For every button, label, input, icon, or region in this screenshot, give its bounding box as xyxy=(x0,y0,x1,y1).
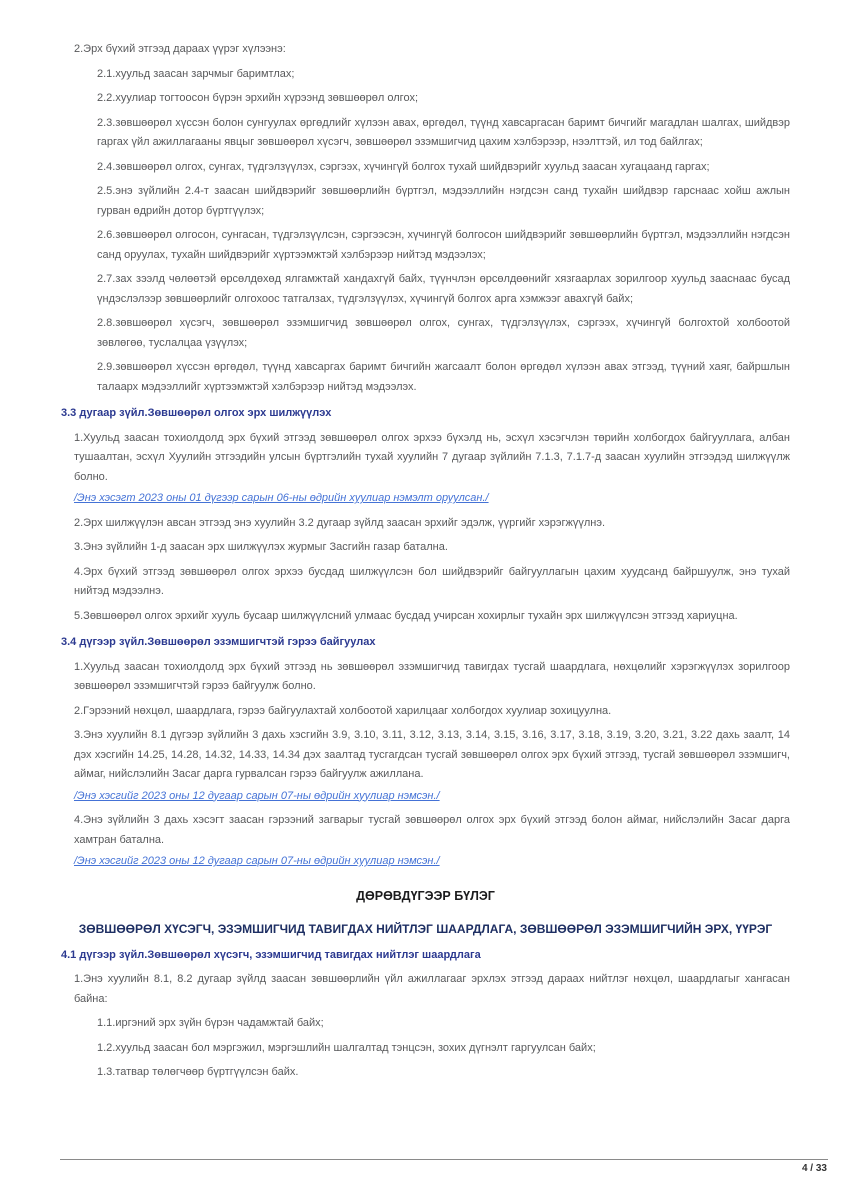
paragraph: 1.Хуульд заасан тохиолдолд эрх бүхий этгээд зөвшөөрөл олгох эрхээ бүхэлд нь, эсхүл хэсэгчлэн төрийн холбогдох байгууллага, албан тушаалтан, эсхүл Хуулийн этгээдийн улсын бүртгэлийн тухай хуулийн 7 дугаар зүйлийн 7.1.3, 7.1.7-д заасан хуулийн этгээдэд шилжүүлж болно. xyxy=(74,431,790,483)
list-item: 1.3.татвар төлөгчөөр бүртгүүлсэн байх. xyxy=(97,1066,299,1078)
footer-divider xyxy=(60,1159,828,1160)
paragraph: 2.Эрх шилжүүлэн авсан этгээд энэ хуулийн 3.2 дугаар зүйлд заасан эрхийг эдэлж, үүргийг хэрэгжүүлнэ. xyxy=(74,516,606,529)
paragraph: 4.Энэ зүйлийн 3 дахь хэсэгт заасан гэрээний загварыг тусгай зөвшөөрөл олгох эрх бүхий этгээд болон аймаг, нийслэлийн Засаг дарга хамтран батална. xyxy=(74,814,790,846)
list-item: 2.4.зөвшөөрөл олгох, сунгах, түдгэлзүүлэх, сэргээх, хүчингүй болгох тухай шийдвэрийг хуульд заасан хугацаанд гаргах; xyxy=(97,160,710,173)
list-item: 2.2.хуулиар тогтоосон бүрэн эрхийн хүрээнд зөвшөөрөл олгох; xyxy=(97,92,418,104)
list-item: 2.7.зах зээлд чөлөөтэй өрсөлдөхөд ялгамжтай хандахгүй байх, түүнчлэн өрсөлдөөнийг хязгаарлах зорилгоор хуульд зааснаас бусад үндэслэлээр зөвшөөрлийг олгохоос татгалзах, түдгэлзүүлэх, хүчингүй болгох арга хэмжээг авахгүй байх; xyxy=(97,273,790,305)
paragraph: 1.Хуульд заасан тохиолдолд эрх бүхий этгээд нь зөвшөөрөл эзэмшигчид тавигдах тусгай шаардлага, нөхцөлийг хэрэгжүүлэх зорилгоор зөвшөөрөл эзэмшигчтэй гэрээ байгуулж болно. xyxy=(74,660,790,692)
section-heading: 3.3 дугаар зүйл.Зөвшөөрөл олгох эрх шилжүүлэх xyxy=(61,407,332,419)
list-item: 2.3.зөвшөөрөл хүссэн болон сунгуулах өргөдлийг хүлээн авах, өргөдөл, түүнд хавсаргасан баримт бичгийг магадлан шалгах, шийдвэр гаргах үйл ажиллагааны явцыг зөвшөөрөл хүсэгч, зөвшөөрөл эзэмшигчид цахим хэлбэрээр, нээлттэй, ил тод байлгах; xyxy=(97,116,790,148)
list-item: 2.9.зөвшөөрөл хүссэн өргөдөл, түүнд хавсаргах баримт бичгийн жагсаалт болон өргөдөл хүлээн авах этгээд, түүний хаяг, байршлын талаарх мэдээллийг хүртээмжтэй хэлбэрээр нийтэд мэдээлэх. xyxy=(97,361,790,393)
chapter-title: ДӨРӨВДҮГЭЭР БҮЛЭГ xyxy=(356,888,495,903)
list-item: 2.5.энэ зүйлийн 2.4-т заасан шийдвэрийг зөвшөөрлийн бүртгэл, мэдээллийн нэгдсэн санд тухайн шийдвэр гарснаас хойш ажлын гурван өдрийн дотор бүртгүүлэх; xyxy=(97,185,790,217)
paragraph: 1.Энэ хуулийн 8.1, 8.2 дугаар зүйлд заасан зөвшөөрлийн үйл ажиллагааг эрхлэх этгээд дараах нийтлэг нөхцөл, шаардлагыг хангасан байна: xyxy=(74,973,790,1005)
chapter-subtitle: ЗӨВШӨӨРӨЛ ХҮСЭГЧ, ЭЗЭМШИГЧИД ТАВИГДАХ НИЙТЛЭГ ШААРДЛАГА, ЗӨВШӨӨРӨЛ ЭЗЭМШИГЧИЙН ЭРХ, ҮҮРЭГ xyxy=(78,921,773,936)
paragraph: 5.Зөвшөөрөл олгох эрхийг хууль бусаар шилжүүлсний улмаас бусдад учирсан хохирлыг тухайн эрх шилжүүлсэн этгээд хариуцна. xyxy=(74,609,738,622)
amendment-link[interactable]: /Энэ хэсгийг 2023 оны 12 дугаар сарын 07-ны өдрийн хуулиар нэмсэн./ xyxy=(74,789,440,802)
paragraph: 2.Эрх бүхий этгээд дараах үүрэг хүлээнэ: xyxy=(74,43,286,55)
amendment-link[interactable]: /Энэ хэсэгт 2023 оны 01 дүгээр сарын 06-ны өдрийн хуулиар нэмэлт оруулсан./ xyxy=(74,492,489,504)
list-item: 1.2.хуульд заасан бол мэргэжил, мэргэшлийн шалгалтад тэнцсэн, зохих дүгнэлт гаргуулсан байх; xyxy=(97,1041,596,1054)
document-body xyxy=(61,40,790,1088)
page-number: 4 / 33 xyxy=(801,1163,827,1174)
paragraph: 3.Энэ зүйлийн 1-д заасан эрх шилжүүлэх журмыг Засгийн газар батална. xyxy=(74,541,448,553)
paragraph: 4.Эрх бүхий этгээд зөвшөөрөл олгох эрхээ бусдад шилжүүлсэн бол шийдвэрийг байгууллагын цахим хуудсанд байршуулж, энэ тухай нийтэд мэдээлнэ. xyxy=(74,565,790,597)
list-item: 2.1.хуульд заасан зарчмыг баримтлах; xyxy=(97,67,295,80)
section-heading: 3.4 дүгээр зүйл.Зөвшөөрөл эзэмшигчтэй гэрээ байгуулах xyxy=(61,636,376,648)
paragraph: 2.Гэрээний нөхцөл, шаардлага, гэрээ байгуулахтай холбоотой харилцааг холбогдох хуулиар зохицуулна. xyxy=(74,704,612,717)
list-item: 1.1.иргэний эрх зүйн бүрэн чадамжтай байх; xyxy=(97,1017,324,1029)
list-item: 2.6.зөвшөөрөл олгосон, сунгасан, түдгэлзүүлсэн, сэргээсэн, хүчингүй болгосон шийдвэрийг зөвшөөрлийн бүртгэл, мэдээллийн нэгдсэн санд оруулах, тухайн шийдвэрийг хүртээмжтэй хэлбэрээр нийтэд мэдээлэх; xyxy=(97,229,790,261)
paragraph: 3.Энэ хуулийн 8.1 дүгээр зүйлийн 3 дахь хэсгийн 3.9, 3.10, 3.11, 3.12, 3.13, 3.14, 3.15, 3.16, 3.17, 3.18, 3.19, 3.20, 3.21, 3.22 дахь заалт, 14 дэх хэсгийн 14.25, 14.28, 14.32, 14.33, 14.34 дэх заалтад тусгагдсан тусгай зөвшөөрөл олгох эрх бүхий этгээд, тусгай зөвшөөрөл эзэмшигч, аймаг, нийслэлийн Засаг дарга гурвалсан гэрээ байгуулж ажиллана. xyxy=(74,729,790,780)
section-heading: 4.1 дүгээр зүйл.Зөвшөөрөл хүсэгч, эзэмшигчид тавигдах нийтлэг шаардлага xyxy=(61,948,481,961)
amendment-link[interactable]: /Энэ хэсгийг 2023 оны 12 дугаар сарын 07-ны өдрийн хуулиар нэмсэн./ xyxy=(74,855,440,867)
list-item: 2.8.зөвшөөрөл хүсэгч, зөвшөөрөл эзэмшигчид зөвшөөрөл олгох, сунгах, түдгэлзүүлэх, сэргээх, хүчингүй болгохтой холбоотой зөвлөгөө, туслалцаа үзүүлэх; xyxy=(97,317,790,349)
